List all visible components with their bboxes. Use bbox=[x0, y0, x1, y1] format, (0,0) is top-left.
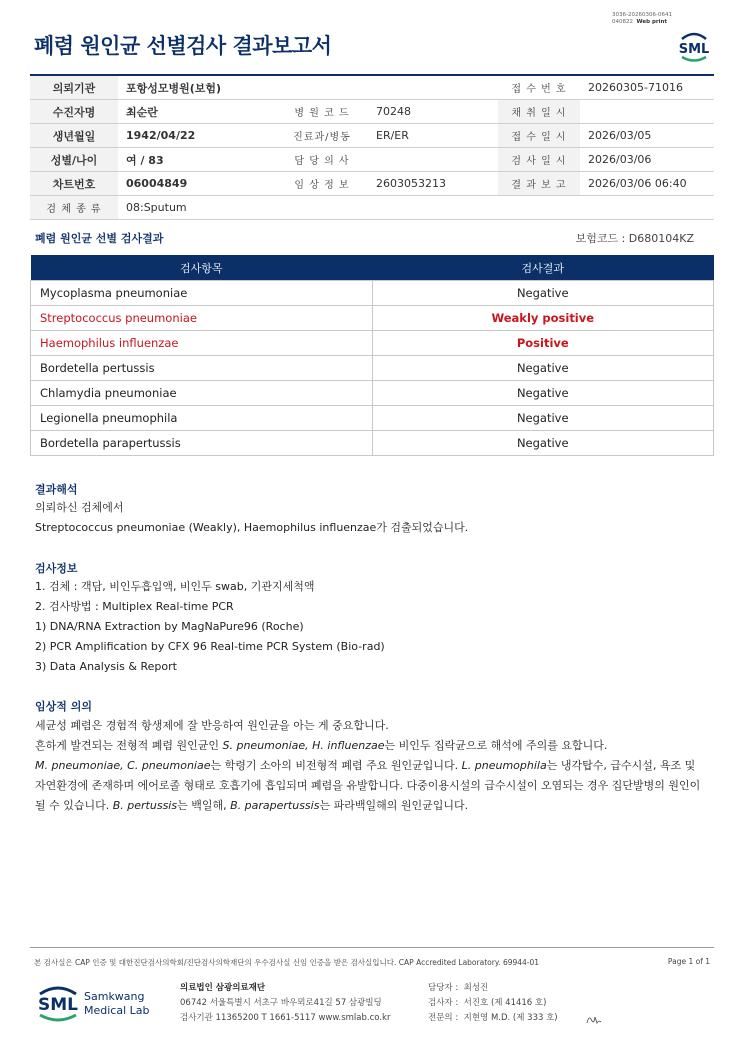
organism-name: Legionella pneumophila bbox=[31, 406, 373, 431]
clinical-text bbox=[35, 716, 700, 816]
organism-name: Streptococcus pneumoniae bbox=[31, 306, 373, 331]
clinical-line bbox=[35, 736, 700, 756]
info-label: 검 사 일 시 bbox=[498, 148, 580, 172]
interpretation-text bbox=[35, 498, 468, 538]
clinical-segment: B. parapertussis bbox=[230, 799, 320, 812]
info-value: 08:Sputum bbox=[118, 196, 714, 220]
patient-info-table bbox=[30, 76, 714, 220]
organism-result: Positive bbox=[372, 331, 713, 356]
staff-role: 검사자 : bbox=[428, 998, 459, 1008]
test-info-line: 3) Data Analysis & Report bbox=[35, 660, 177, 673]
test-info-heading: 검사정보 bbox=[35, 562, 78, 575]
report-title: 폐렴 원인균 선별검사 결과보고서 bbox=[34, 34, 332, 58]
organism-name: Bordetella pertussis bbox=[31, 356, 373, 381]
clinical-line bbox=[35, 796, 700, 816]
info-value: 1942/04/22 bbox=[118, 124, 276, 148]
document-id: 3036-20260306-0641 040822 Web print bbox=[612, 12, 672, 25]
test-info-line: 2) PCR Amplification by CFX 96 Real-time PCR System (Bio-rad) bbox=[35, 640, 385, 653]
result-row bbox=[31, 306, 714, 331]
info-label: 병 원 코 드 bbox=[276, 100, 368, 124]
info-value: 포항성모병원(보험) bbox=[118, 76, 498, 100]
result-row bbox=[31, 431, 714, 456]
result-row bbox=[31, 381, 714, 406]
info-label: 생년월일 bbox=[30, 124, 118, 148]
accreditation-note: 본 검사실은 CAP 인증 및 대한진단검사의학회/진단검사의학재단의 우수검사실 신임 인증을 받은 검사실입니다. CAP Accredited Laboratory. 69944-01 bbox=[34, 958, 540, 967]
organism-result: Negative bbox=[372, 356, 713, 381]
sml-logo-text: SML bbox=[678, 42, 710, 57]
staff-name: 최성진 bbox=[463, 983, 489, 993]
samkwang-logo-name: Samkwang bbox=[84, 990, 145, 1003]
results-header-result: 검사결과 bbox=[372, 255, 713, 281]
test-info-line: 2. 검사방법 : Multiplex Real-time PCR bbox=[35, 600, 234, 613]
samkwang-logo-sub: Medical Lab bbox=[84, 1004, 150, 1017]
clinical-segment: 흔하게 발견되는 전형적 폐렴 원인균인 bbox=[35, 739, 223, 752]
organism-name: Bordetella parapertussis bbox=[31, 431, 373, 456]
staff-name: 서진호 (제 41416 호) bbox=[463, 998, 547, 1008]
test-info-line: 1. 검체 : 객담, 비인두흡입액, 비인두 swab, 기관지세척액 bbox=[35, 580, 315, 593]
clinical-heading: 임상적 의의 bbox=[35, 700, 92, 713]
info-row bbox=[30, 100, 714, 124]
results-header-item: 검사항목 bbox=[31, 255, 373, 281]
staff-role: 담당자 : bbox=[428, 983, 459, 993]
staff-role: 전문의 : bbox=[428, 1013, 459, 1023]
info-row bbox=[30, 148, 714, 172]
info-label: 채 취 일 시 bbox=[498, 100, 580, 124]
info-value: 20260305-71016 bbox=[580, 76, 714, 100]
info-label: 임 상 정 보 bbox=[276, 172, 368, 196]
clinical-line bbox=[35, 776, 700, 796]
info-value: 2026/03/06 bbox=[580, 148, 714, 172]
info-label: 담 당 의 사 bbox=[276, 148, 368, 172]
interpretation-line: Streptococcus pneumoniae (Weakly), Haemophilus influenzae가 검출되었습니다. bbox=[35, 521, 469, 534]
organization-info bbox=[180, 981, 390, 1026]
info-value: 여 / 83 bbox=[118, 148, 276, 172]
clinical-segment: L. pneumophila bbox=[461, 759, 547, 772]
info-value bbox=[580, 100, 714, 124]
staff-info bbox=[428, 981, 558, 1026]
result-row bbox=[31, 331, 714, 356]
info-label: 결 과 보 고 bbox=[498, 172, 580, 196]
org-address: 06742 서울특별시 서초구 바우뫼로41길 57 삼광빌딩 bbox=[180, 998, 382, 1008]
info-value: 2026/03/06 06:40 bbox=[580, 172, 714, 196]
info-value: 70248 bbox=[368, 100, 498, 124]
clinical-segment: 는 냉각탑수, 급수시설, 욕조 및 bbox=[546, 759, 696, 772]
info-label: 접 수 일 시 bbox=[498, 124, 580, 148]
info-row bbox=[30, 76, 714, 100]
interpretation-line: 의뢰하신 검체에서 bbox=[35, 501, 124, 514]
organism-name: Mycoplasma pneumoniae bbox=[31, 281, 373, 306]
organism-result: Negative bbox=[372, 381, 713, 406]
staff-name: 지현영 M.D. (제 333 호) bbox=[463, 1013, 558, 1023]
info-row bbox=[30, 172, 714, 196]
signature bbox=[585, 1012, 603, 1026]
clinical-segment: 자연환경에 존재하며 에어로졸 형태로 호흡기에 흡입되며 폐렴을 유발합니다. 다중이용시설의 급수시설이 오염되는 경우 집단발병의 원인이 bbox=[35, 779, 701, 792]
insurance-code: 보험코드 : D680104KZ bbox=[575, 232, 694, 245]
organism-name: Chlamydia pneumoniae bbox=[31, 381, 373, 406]
clinical-segment: 는 백일해, bbox=[177, 799, 231, 812]
samkwang-logo-mark: SML bbox=[38, 995, 78, 1015]
org-contact: 검사기관 11365200 T 1661-5117 www.smlab.co.kr bbox=[180, 1013, 391, 1023]
page-number: Page 1 of 1 bbox=[667, 957, 710, 966]
organism-result: Negative bbox=[372, 406, 713, 431]
test-info-line: 1) DNA/RNA Extraction by MagNaPure96 (Roche) bbox=[35, 620, 304, 633]
interpretation-heading: 결과해석 bbox=[35, 483, 78, 496]
results-table bbox=[30, 255, 714, 456]
clinical-segment: 는 학령기 소아의 비전형적 폐렴 주요 원인균입니다. bbox=[210, 759, 462, 772]
sml-logo bbox=[674, 26, 714, 64]
organism-result: Weakly positive bbox=[372, 306, 713, 331]
clinical-line bbox=[35, 756, 700, 776]
info-label: 접 수 번 호 bbox=[498, 76, 580, 100]
info-row bbox=[30, 124, 714, 148]
info-value: ER/ER bbox=[368, 124, 498, 148]
info-label: 수진자명 bbox=[30, 100, 118, 124]
result-row bbox=[31, 356, 714, 381]
samkwang-logo bbox=[36, 980, 166, 1026]
info-value: 2603053213 bbox=[368, 172, 498, 196]
footer-rule bbox=[30, 947, 714, 948]
info-label: 차트번호 bbox=[30, 172, 118, 196]
info-label: 의뢰기관 bbox=[30, 76, 118, 100]
clinical-segment: 될 수 있습니다. bbox=[35, 799, 113, 812]
clinical-segment: 는 비인두 집락균으로 해석에 주의를 요합니다. bbox=[384, 739, 608, 752]
clinical-segment: B. pertussis bbox=[112, 799, 178, 812]
info-label: 진료과/병동 bbox=[276, 124, 368, 148]
result-row bbox=[31, 281, 714, 306]
clinical-segment: S. pneumoniae, H. influenzae bbox=[222, 739, 385, 752]
clinical-segment: M. pneumoniae, C. pneumoniae bbox=[35, 759, 211, 772]
organism-result: Negative bbox=[372, 431, 713, 456]
org-name: 의료법인 삼광의료재단 bbox=[180, 983, 266, 993]
info-label: 성별/나이 bbox=[30, 148, 118, 172]
organism-result: Negative bbox=[372, 281, 713, 306]
clinical-segment: 는 파라백일해의 원인균입니다. bbox=[319, 799, 469, 812]
info-value bbox=[368, 148, 498, 172]
info-value: 06004849 bbox=[118, 172, 276, 196]
info-row bbox=[30, 196, 714, 220]
organism-name: Haemophilus influenzae bbox=[31, 331, 373, 356]
info-value: 최순란 bbox=[118, 100, 276, 124]
test-info-text bbox=[35, 577, 385, 677]
results-section-title: 폐렴 원인균 선별 검사결과 bbox=[35, 232, 164, 245]
clinical-line: 세균성 폐렴은 경험적 항생제에 잘 반응하여 원인균을 아는 게 중요합니다. bbox=[35, 719, 389, 732]
info-label: 검 체 종 류 bbox=[30, 196, 118, 220]
result-row bbox=[31, 406, 714, 431]
info-value: 2026/03/05 bbox=[580, 124, 714, 148]
